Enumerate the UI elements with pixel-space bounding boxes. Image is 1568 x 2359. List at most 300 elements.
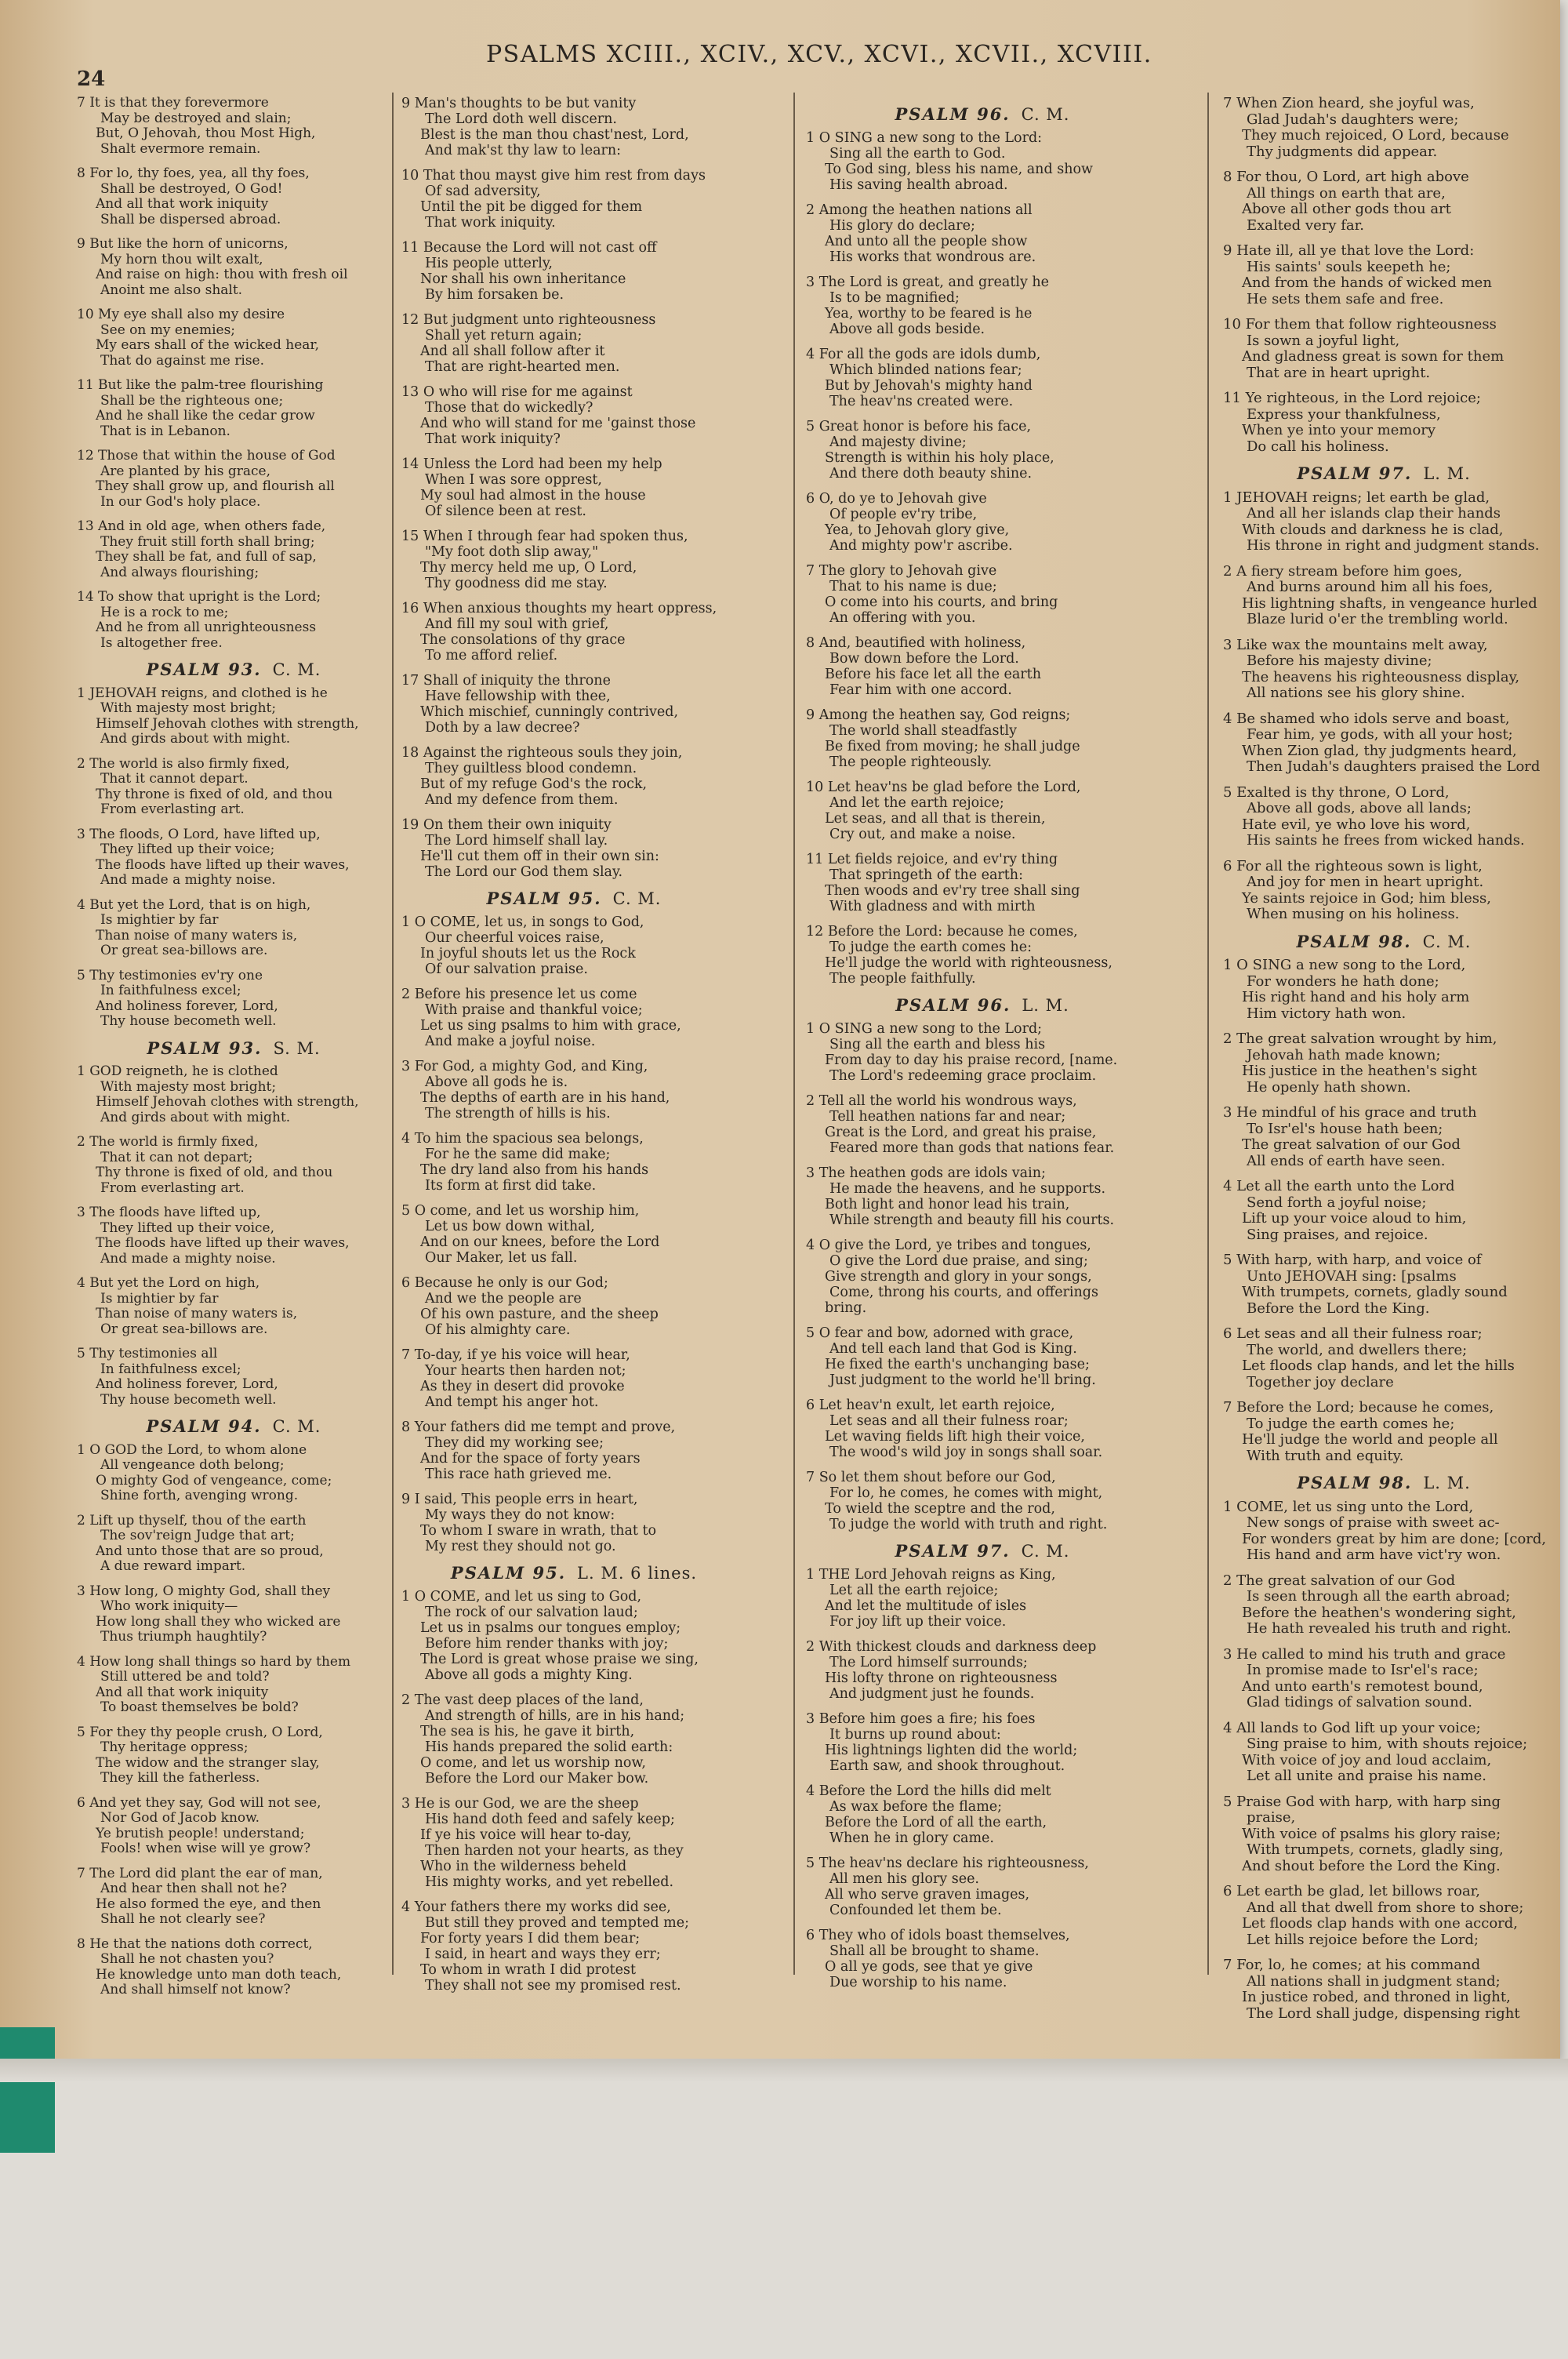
verse [77, 1135, 390, 1196]
verse-line: 11 But like the palm-tree flourishing [77, 377, 324, 393]
verse-line: 8 And, beautified with holiness, [806, 635, 1026, 651]
verse-line: And all that work iniquity [96, 196, 269, 212]
verse [1223, 1721, 1544, 1785]
verse [401, 312, 746, 375]
psalm-heading [806, 995, 1159, 1015]
verse-line: The Lord himself surrounds; [829, 1655, 1028, 1670]
verse [401, 1492, 746, 1554]
verse-line: Let us bow down withal, [425, 1219, 595, 1234]
verse [77, 1655, 390, 1716]
verse-line: When ye into your memory [1242, 422, 1436, 438]
verse-line: The Lord is great whose praise we sing, [420, 1652, 699, 1667]
verse-line: His lightnings lighten did the world; [825, 1743, 1078, 1758]
verse-line: 7 It is that they forevermore [77, 95, 269, 111]
verse-line: In faithfulness excel; [100, 983, 241, 998]
verse-line: The wood's wild joy in songs shall soar. [829, 1445, 1103, 1460]
verse-line: The floods have lifted up their waves, [96, 856, 350, 873]
verse-line: Before the Lord the King. [1247, 1299, 1430, 1317]
verse-line: Of his almighty care. [425, 1322, 571, 1338]
verse-line: His hands prepared the solid earth: [425, 1739, 673, 1755]
psalm-meter: C. M. [272, 660, 321, 679]
verse-line: 2 With thickest clouds and darkness deep [806, 1639, 1097, 1655]
verse [77, 1205, 390, 1267]
verse-line: 7 To-day, if ye his voice will hear, [401, 1347, 630, 1363]
verse-line: Bow down before the Lord. [829, 651, 1019, 667]
verse-line: That work iniquity. [425, 215, 556, 231]
verse-line: And majesty divine; [829, 434, 967, 450]
verse-line: To whom I sware in wrath, that to [420, 1523, 657, 1539]
psalm-section [77, 1038, 390, 1408]
verse-line: 3 The floods have lifted up, [77, 1205, 261, 1220]
verse [77, 96, 390, 157]
verse-line: 8 For lo, thy foes, yea, all thy foes, [77, 165, 310, 181]
verse-line: 12 Before the Lord: because he comes, [806, 924, 1078, 940]
verse-line: The depths of earth are in his hand, [420, 1090, 670, 1106]
verse-line: His throne in right and judgment stands. [1247, 537, 1540, 554]
psalm-heading [1223, 931, 1544, 951]
verse-line: Let floods clap hands with one accord, [1242, 1915, 1519, 1932]
verse-line: Is altogether free. [100, 634, 223, 651]
verse-line: Of silence been at rest. [425, 503, 586, 519]
verse-line: 1 O SING a new song to the Lord, [1223, 957, 1466, 973]
verse-line: And holiness forever, Lord, [96, 998, 278, 1014]
verse-line: All nations shall in judgment stand; [1247, 1972, 1501, 1990]
verse-line: 4 O give the Lord, ye tribes and tongues, [806, 1238, 1091, 1253]
psalm-heading [1223, 1475, 1544, 1492]
verse [77, 686, 390, 747]
verse-line: Together joy declare [1247, 1373, 1394, 1390]
verse [77, 1796, 390, 1857]
verse-line: Than noise of many waters is, [96, 927, 298, 943]
verse-line: Lift up your voice aloud to him, [1242, 1210, 1467, 1227]
verse-line: For forty years I did them bear; [420, 1931, 641, 1946]
verse-line: But still they proved and tempted me; [425, 1915, 689, 1931]
verse-line: His people utterly, [425, 256, 553, 271]
verse-line: Give strength and glory in your songs, [825, 1269, 1092, 1285]
verse-line: 4 Let all the earth unto the Lord [1223, 1178, 1455, 1194]
verse [806, 1093, 1159, 1156]
psalm-section [1223, 463, 1544, 923]
verse [77, 898, 390, 959]
verse [1223, 1647, 1544, 1711]
verse-line: That it can not depart; [100, 1149, 253, 1165]
verse-line: Hate evil, ye who love his word, [1242, 816, 1471, 833]
verse-line: Or great sea-billows are. [100, 943, 268, 958]
verse-line: From day to day his praise record, [name. [825, 1052, 1118, 1068]
verse [401, 1203, 746, 1266]
verse-line: He'll judge the world and people all [1242, 1431, 1498, 1448]
verse-line: Shall he not clearly see? [100, 1911, 266, 1927]
verse-line: My ears shall of the wicked hear, [96, 337, 320, 353]
verse-line: Sing praises, and rejoice. [1247, 1226, 1428, 1243]
verse-line: 9 Among the heathen say, God reigns; [806, 707, 1071, 723]
verse-line: All who serve graven images, [825, 1887, 1030, 1903]
psalm-meter: C. M. [1422, 932, 1472, 951]
verse-line: I said, in heart and ways they err; [425, 1946, 661, 1962]
verse-line: Glad tidings of salvation sound. [1247, 1694, 1472, 1710]
verse-line: Nor shall his own inheritance [420, 271, 626, 287]
verse [401, 673, 746, 736]
verse-line: He fixed the earth's unchanging base; [825, 1357, 1090, 1372]
verse-line: He hath revealed his truth and right. [1247, 1620, 1512, 1637]
verse-line: In joyful shouts let us the Rock [420, 946, 636, 961]
verse-line: 12 Those that within the house of God [77, 448, 336, 463]
verse-line: And let the multitude of isles [825, 1598, 1027, 1614]
verse-line: Your hearts then harden not; [425, 1363, 626, 1379]
verse-line: Are planted by his grace, [100, 463, 270, 479]
verse-line: 2 The great salvation of our God [1223, 1572, 1456, 1589]
psalm-title: PSALM 93. [147, 1038, 263, 1058]
verse-line: Let us sing psalms to him with grace, [420, 1018, 681, 1034]
column-rule [1207, 93, 1209, 1975]
verse-line: 6 Because he only is our God; [401, 1275, 608, 1291]
verse [1223, 711, 1544, 776]
verse-line: 1 O COME, let us, in songs to God, [401, 914, 644, 930]
verse-line: O mighty God of vengeance, come; [96, 1472, 332, 1488]
verse-line: With truth and equity. [1247, 1447, 1404, 1464]
verse-line: That is in Lebanon. [100, 423, 230, 439]
verse-line: All ends of earth have seen. [1247, 1152, 1446, 1169]
verse-line: Fools! when wise will ye grow? [100, 1841, 311, 1856]
verse-line: That springeth of the earth: [829, 867, 1023, 883]
verse [1223, 317, 1544, 381]
verse [401, 1692, 746, 1787]
verse-line: And made a mighty noise. [100, 872, 276, 888]
verse-line: Yea, to Jehovah glory give, [825, 522, 1010, 538]
verse-line: Unto JEHOVAH sing: [psalms [1247, 1267, 1457, 1285]
verse [1223, 1105, 1544, 1169]
verse-line: And all shall follow after it [420, 343, 605, 359]
verse-line: That work iniquity? [425, 431, 561, 447]
verse-line: His mighty works, and yet rebelled. [425, 1874, 674, 1890]
verse-line: To judge the world with truth and right. [829, 1517, 1108, 1532]
verse-line: Tell heathen nations far and near; [829, 1109, 1066, 1125]
verse-line: 1 COME, let us sing unto the Lord, [1223, 1498, 1474, 1515]
verse-line: For lo, he comes, he comes with might, [829, 1485, 1103, 1501]
verse-line: And unto all the people show [825, 234, 1028, 249]
verse-line: With voice of psalms his glory raise; [1242, 1825, 1501, 1842]
verse-line: 8 Your fathers did me tempt and prove, [401, 1419, 676, 1435]
verse-line: Nor God of Jacob know. [100, 1810, 260, 1826]
verse-line: And strength of hills, are in his hand; [425, 1708, 685, 1724]
verse [806, 202, 1159, 265]
verse-line: Is mightier by far [100, 1290, 219, 1307]
verse-line: 13 O who will rise for me against [401, 384, 633, 400]
psalm-title: PSALM 98. [1296, 931, 1412, 951]
verse-line: The widow and the stranger slay, [96, 1754, 320, 1771]
verse-line: They shall not see my promised rest. [425, 1978, 681, 1994]
verse [77, 1725, 390, 1787]
verse-line: The floods have lifted up their waves, [96, 1235, 350, 1251]
verse-line: From everlasting art. [100, 1180, 245, 1196]
verse [1223, 1884, 1544, 1948]
verse-line: 2 The world is also firmly fixed, [77, 755, 290, 772]
verse-line: 10 For them that follow righteousness [1223, 316, 1497, 333]
verse [77, 1443, 390, 1504]
psalm-section [77, 1416, 390, 1998]
verse-line: 19 On them their own iniquity [401, 817, 612, 833]
verse-line: And my defence from them. [425, 792, 619, 808]
verse-line: 3 Like wax the mountains melt away, [1223, 636, 1488, 653]
verse-line: Thus triumph haughtily? [100, 1629, 267, 1645]
verse-line: Let hills rejoice before the Lord; [1247, 1931, 1479, 1948]
verse-line: Above all other gods thou art [1242, 201, 1451, 217]
psalm-title: PSALM 98. [1297, 1473, 1413, 1492]
psalm-meter: C. M. [1021, 1542, 1070, 1561]
verse-line: 3 For God, a mighty God, and King, [401, 1059, 648, 1074]
psalm-title: PSALM 95. [450, 1563, 567, 1583]
verse-line: His glory do declare; [829, 218, 975, 234]
verse [401, 745, 746, 808]
verse-line: Shall yet return again; [425, 328, 583, 343]
verse-line: The people faithfully. [829, 971, 976, 987]
verse [806, 1711, 1159, 1774]
verse-line: 7 The glory to Jehovah give [806, 563, 997, 579]
verse-line: For wonders great by him are done; [cord, [1242, 1530, 1547, 1547]
verse-line: 10 My eye shall also my desire [77, 307, 285, 322]
verse-line: New songs of praise with sweet ac- [1247, 1514, 1500, 1531]
verse [1223, 1252, 1544, 1317]
verse [1223, 1400, 1544, 1464]
verse-line: Before the Lord our Maker bow. [425, 1771, 649, 1787]
verse-line: 4 How long shall things so hard by them [77, 1653, 351, 1670]
verse-line: Than noise of many waters is, [96, 1306, 298, 1321]
verse-group [401, 96, 746, 880]
verse-line: Thy mercy held me up, O Lord, [420, 560, 637, 576]
verse-line: My ways they do not know: [425, 1507, 615, 1523]
verse [401, 168, 746, 231]
verse-line: And tell each land that God is King. [829, 1341, 1077, 1357]
verse [1223, 490, 1544, 554]
verse-line: Just judgment to the world he'll bring. [829, 1372, 1096, 1388]
psalm-section [806, 995, 1159, 1532]
verse-line: How long shall they who wicked are [96, 1613, 341, 1630]
verse-line: 3 Before him goes a fire; his foes [806, 1711, 1036, 1727]
verse-line: Thy judgments did appear. [1247, 143, 1438, 160]
verse-line: To whom in wrath I did protest [420, 1962, 636, 1978]
psalm-section [401, 891, 746, 1554]
verse-line: 1 JEHOVAH reigns, and clothed is he [77, 685, 328, 701]
verse-line: They much rejoiced, O Lord, because [1242, 127, 1509, 144]
psalm-title: PSALM 96. [895, 995, 1011, 1015]
verse [806, 1398, 1159, 1460]
verse-line: He sets them safe and free. [1247, 290, 1444, 307]
psalm-heading [401, 891, 746, 907]
verse-line: Thy throne is fixed of old, and thou [96, 786, 333, 802]
verse-line: 10 That thou mayst give him rest from days [401, 168, 706, 184]
verse [806, 780, 1159, 842]
verse-line: An offering with you. [829, 610, 976, 626]
verse-line: 5 O fear and bow, adorned with grace, [806, 1325, 1074, 1341]
verse [806, 1325, 1159, 1388]
column-1 [77, 96, 390, 2008]
verse-line: Of people ev'ry tribe, [829, 507, 978, 522]
verse-line: Confounded let them be. [829, 1903, 1002, 1918]
verse-line: The Lord doth well discern. [425, 111, 617, 127]
verse-line: As wax before the flame; [829, 1799, 1003, 1815]
verse [1223, 391, 1544, 455]
verse-line: My soul had almost in the house [420, 488, 646, 503]
verse-line: 3 He called to mind his truth and grace [1223, 1645, 1506, 1663]
page-shadow [0, 2059, 1568, 2082]
column-3 [806, 96, 1159, 2000]
verse [806, 347, 1159, 409]
verse-line: 10 Let heav'ns be glad before the Lord, [806, 780, 1081, 795]
verse-line: Thy goodness did me stay. [425, 576, 608, 591]
verse-line: They lifted up their voice, [100, 1219, 275, 1236]
verse [401, 96, 746, 158]
psalm-meter: L. M. [1423, 1474, 1471, 1492]
verse-line: 1 GOD reigneth, he is clothed [77, 1063, 278, 1079]
verse [401, 384, 746, 447]
verse-line: Then harden not your hearts, as they [425, 1843, 684, 1859]
verse [1223, 785, 1544, 849]
verse-line: 9 But like the horn of unicorns, [77, 236, 289, 252]
verse-line: 3 How long, O mighty God, shall they [77, 1583, 331, 1599]
verse-line: Due worship to his name. [829, 1975, 1007, 1990]
verse-line: To judge the earth comes he; [1247, 1415, 1455, 1432]
psalm-section [401, 1565, 746, 1994]
verse-line: And joy for men in heart upright. [1247, 874, 1484, 890]
verse-line: Let seas, and all that is therein, [825, 811, 1046, 827]
verse [1223, 243, 1544, 307]
psalm-title: PSALM 94. [146, 1416, 262, 1436]
verse-line: Is seen through all the earth abroad; [1247, 1588, 1511, 1605]
verse-line: For wonders he hath done; [1247, 972, 1439, 990]
verse-line: And fill my soul with grief, [425, 616, 609, 632]
verse-line: Jehovah hath made known; [1247, 1046, 1441, 1063]
verse-line: My horn thou wilt exalt, [100, 251, 263, 267]
verse-line: He'll judge the world with righteousness, [825, 955, 1112, 971]
verse-line: And make a joyful noise. [425, 1034, 596, 1049]
verse-line: The consolations of thy grace [420, 632, 626, 648]
verse [1223, 1498, 1547, 1564]
verse-line: The Lord shall judge, dispensing right [1247, 2005, 1520, 2022]
verse-line: Above all gods a mighty King. [425, 1667, 633, 1683]
verse-line: 2 Tell all the world his wondrous ways, [806, 1093, 1077, 1109]
verse-line: "My foot doth slip away," [425, 544, 599, 560]
verse-line: 4 All lands to God lift up your voice; [1223, 1719, 1481, 1736]
verse [401, 1589, 746, 1683]
verse-line: And from the hands of wicked men [1242, 274, 1492, 291]
verse [401, 1419, 746, 1482]
psalm-heading [401, 1565, 746, 1581]
verse-line: Above all gods beside. [829, 322, 985, 337]
verse [1223, 958, 1544, 1022]
verse-line: O come into his courts, and bring [825, 594, 1058, 610]
verse [806, 130, 1159, 193]
verse [806, 1567, 1159, 1630]
verse-line: When musing on his holiness. [1247, 906, 1460, 922]
psalm-section [77, 662, 390, 1030]
verse-line: 6 Let heav'n exult, let earth rejoice, [806, 1398, 1055, 1413]
verse [1223, 1179, 1544, 1243]
verse-line: 14 To show that upright is the Lord; [77, 589, 321, 605]
verse-line: His lightning shafts, in vengeance hurled [1242, 594, 1537, 612]
verse-line: See on my enemies; [100, 322, 236, 338]
psalm-title: PSALM 97. [1297, 463, 1413, 483]
verse-line: Let all the earth rejoice; [829, 1583, 999, 1598]
desk-edge [0, 2027, 55, 2153]
verse-line: And raise on high: thou with fresh oil [96, 267, 348, 282]
verse [401, 1275, 746, 1338]
verse [806, 563, 1159, 626]
verse [77, 590, 390, 651]
verse-line: His saints he frees from wicked hands. [1247, 832, 1525, 849]
verse-line: And always flourishing; [100, 564, 260, 580]
verse-line: Until the pit be digged for them [420, 199, 643, 215]
column-rule [793, 93, 795, 1975]
verse-line: Before the heathen's wondering sight, [1242, 1604, 1516, 1621]
verse-line: And girds about with might. [100, 1109, 291, 1125]
verse-line: Before his face let all the earth [825, 667, 1041, 682]
verse [806, 1470, 1159, 1532]
verse-line: 14 Unless the Lord had been my help [401, 456, 662, 472]
verse-line: The sov'reign Judge that art; [100, 1528, 295, 1543]
verse-line: Shall all be brought to shame. [829, 1943, 1040, 1959]
verse-line: Thy heritage oppress; [100, 1739, 249, 1755]
verse-line: 18 Against the righteous souls they join, [401, 745, 683, 761]
verse [77, 237, 390, 298]
verse [401, 529, 746, 591]
verse-line: Do call his holiness. [1247, 438, 1389, 455]
verse-line: Both light and honor lead his train, [825, 1197, 1070, 1212]
verse-line: 7 The Lord did plant the ear of man, [77, 1865, 323, 1881]
verse-line: 6 For all the righteous sown is light, [1223, 857, 1483, 874]
verse-line: 8 For thou, O Lord, art high above [1223, 169, 1469, 185]
verse [806, 707, 1159, 770]
verse-line: They shall grow up, and flourish all [96, 478, 335, 494]
verse-line: Let waving fields lift high their voice, [825, 1429, 1085, 1445]
column-rule [392, 93, 394, 1975]
verse-line: Of his own pasture, and the sheep [420, 1307, 659, 1322]
verse-line: He made the heavens, and he supports. [829, 1181, 1106, 1197]
verse-line: And there doth beauty shine. [829, 466, 1033, 482]
verse-line: In faithfulness excel; [100, 1361, 241, 1377]
psalm-meter: L. M. [1423, 464, 1471, 483]
verse-line: 1 JEHOVAH reigns; let earth be glad, [1223, 489, 1490, 506]
verse-line: Is sown a joyful light, [1247, 332, 1400, 349]
verse-line: Let us in psalms our tongues employ; [420, 1620, 681, 1636]
verse-line: O come, and let us worship now, [420, 1755, 646, 1771]
verse-line: Sing praise to him, with shouts rejoice; [1247, 1736, 1528, 1752]
verse-line: Earth saw, and shook throughout. [829, 1758, 1065, 1774]
verse-line: Great is the Lord, and great his praise, [825, 1125, 1097, 1140]
verse-line: And all that dwell from shore to shore; [1247, 1899, 1524, 1916]
verse-line: With trumpets, cornets, gladly sing, [1247, 1841, 1504, 1858]
verse [77, 1866, 390, 1928]
verse-line: And who will stand for me 'gainst those [420, 416, 696, 431]
psalm-title: PSALM 97. [895, 1541, 1011, 1561]
verse-line: 3 He is our God, we are the sheep [401, 1796, 639, 1812]
verse-line: 2 The great salvation wrought by him, [1223, 1030, 1497, 1047]
verse-line: Still uttered be and told? [100, 1669, 270, 1685]
verse [806, 419, 1159, 482]
psalm-heading [806, 104, 1159, 124]
verse [77, 1937, 390, 1998]
verse [1223, 1794, 1544, 1875]
verse-line: Our cheerful voices raise, [425, 930, 604, 946]
verse-line: And gladness great is sown for them [1242, 348, 1504, 365]
psalm-heading [806, 1543, 1159, 1559]
verse-line: His lofty throne on righteousness [825, 1670, 1058, 1686]
verse-line: May be destroyed and slain; [100, 110, 292, 126]
psalm-section [1223, 931, 1544, 1465]
verse-line: Sing all the earth to God. [829, 146, 1006, 162]
verse-line: His hand doth feed and safely keep; [425, 1812, 675, 1827]
verse [77, 1276, 390, 1337]
verse-line: He'll cut them off in their own sin: [420, 849, 659, 864]
